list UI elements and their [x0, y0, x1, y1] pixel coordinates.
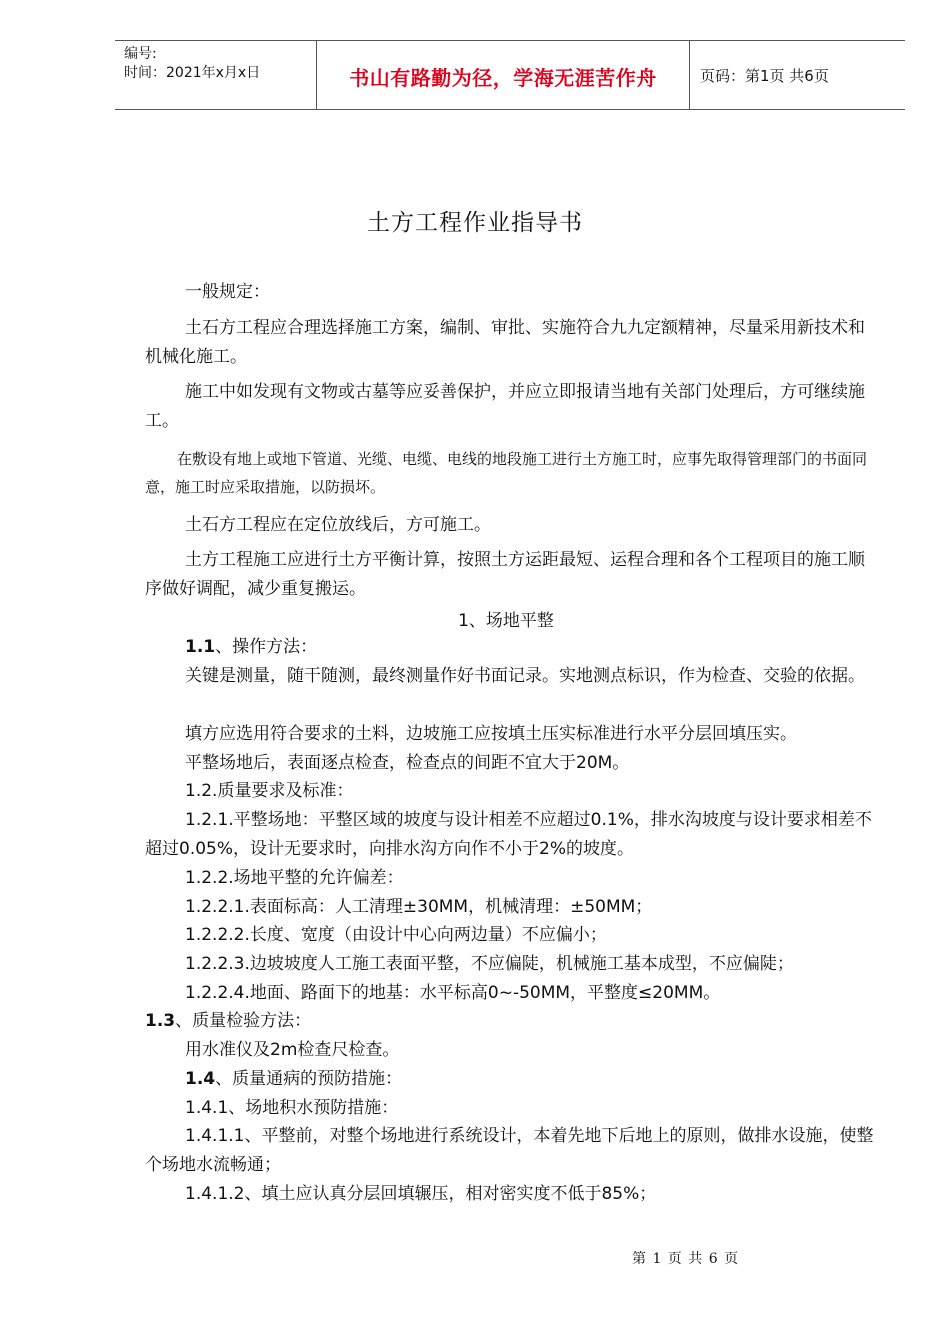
page-footer: 第 1 页 共 6 页	[632, 1251, 740, 1267]
header-motto-cell	[317, 41, 690, 109]
subsection-1-3-number: 1.3	[145, 1011, 176, 1031]
subsection-1-3-title: 、质量检验方法：	[175, 1011, 312, 1031]
page-info: 页码：第1页 共6页	[700, 67, 829, 85]
paragraph-2: 施工中如发现有文物或古墓等应妥善保护，并应立即报请当地有关部门处理后，方可继续施工。	[145, 382, 865, 431]
item-1-2-2-2: 1.2.2.2.长度、宽度（由设计中心向两边量）不应偏小；	[185, 925, 607, 945]
subsection-1-4-title: 、质量通病的预防措施：	[215, 1069, 403, 1089]
subsection-1-1-para-3: 平整场地后，表面逐点检查，检查点的间距不宜大于20M。	[185, 753, 630, 773]
subsection-1-3	[145, 1007, 875, 1036]
header-meta-cell	[115, 41, 317, 109]
header-page-cell	[690, 41, 905, 109]
item-1-2-2-1: 1.2.2.1.表面标高：人工清理±30MM，机械清理：±50MM；	[185, 897, 653, 917]
section-heading-1: 1、场地平整	[458, 611, 554, 631]
header-table	[115, 40, 905, 110]
paragraph-5: 土方工程施工应进行土方平衡计算，按照土方运距最短、运程合理和各个工程项目的施工顺序做好调配，减少重复搬运。	[145, 550, 865, 599]
paragraph-1: 土石方工程应合理选择施工方案，编制、审批、实施符合九九定额精神，尽量采用新技术和机械化施工。	[145, 318, 865, 367]
subsection-1-1-number: 1.1	[185, 637, 216, 657]
item-1-2-1: 1.2.1.平整场地：平整区域的坡度与设计相差不应超过0.1%，排水沟坡度与设计要求相差不超过0.05%，设计无要求时，向排水沟方向作不小于2%的坡度。	[145, 810, 872, 859]
item-1-2-2: 1.2.2.场地平整的允许偏差：	[185, 868, 404, 888]
item-1-4-1: 1.4.1、场地积水预防措施：	[185, 1098, 399, 1118]
subsection-1-1-para-1: 关键是测量，随干随测，最终测量作好书面记录。实地测点标识，作为检查、交验的依据。	[185, 666, 865, 686]
subsection-1-1	[145, 633, 875, 662]
item-1-4-1-2: 1.4.1.2、填土应认真分层回填辗压，相对密实度不低于85%；	[185, 1184, 657, 1204]
item-1-2-2-3: 1.2.2.3.边坡坡度人工施工表面平整，不应偏陡，机械施工基本成型，不应偏陡；	[185, 954, 794, 974]
paragraph-4: 土石方工程应在定位放线后，方可施工。	[185, 515, 491, 535]
general-heading: 一般规定：	[185, 282, 270, 302]
subsection-1-2: 1.2.质量要求及标准：	[185, 781, 354, 801]
subsection-1-3-para: 用水准仪及2m检查尺检查。	[185, 1040, 400, 1060]
document-title: 土方工程作业指导书	[367, 210, 583, 236]
paragraph-3: 在敷设有地上或地下管道、光缆、电缆、电线的地段施工进行土方施工时，应事先取得管理部门的书面同意，施工时应采取措施，以防损坏。	[145, 450, 868, 496]
item-1-2-2-4: 1.2.2.4.地面、路面下的地基：水平标高0~-50MM，平整度≤20MM。	[185, 983, 721, 1003]
document-time-label: 时间：2021年x月x日	[124, 65, 261, 81]
motto-text: 书山有路勤为径，学海无涯苦作舟	[349, 66, 657, 90]
subsection-1-1-para-2: 填方应选用符合要求的土料，边坡施工应按填土压实标准进行水平分层回填压实。	[185, 724, 797, 744]
subsection-1-4-number: 1.4	[185, 1069, 216, 1089]
subsection-1-4	[145, 1065, 875, 1094]
document-number-label: 编号:	[124, 46, 157, 62]
subsection-1-1-title: 、操作方法：	[215, 637, 318, 657]
item-1-4-1-1: 1.4.1.1、平整前，对整个场地进行系统设计，本着先地下后地上的原则，做排水设施，使整个场地水流畅通；	[145, 1126, 874, 1175]
